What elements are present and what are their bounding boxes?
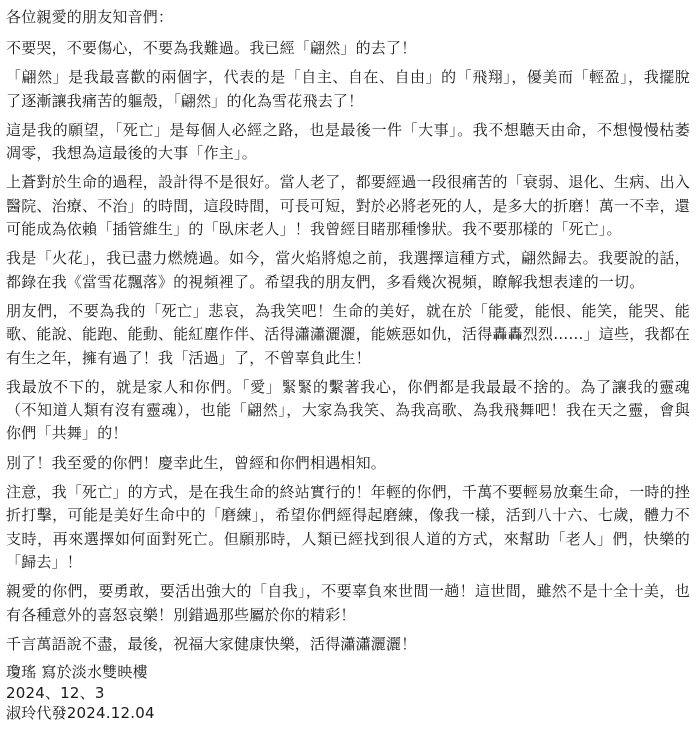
salutation: 各位親愛的朋友知音們： <box>6 8 174 26</box>
signature: 瓊瑤 寫於淡水雙映樓 <box>6 663 148 682</box>
paragraph-9: 注意，我「死亡」的方式，是在我生命的終站實行的！年輕的你們，千萬不要輕易放棄生命，一時的挫折打擊，可能是美好生命中的「磨練」，希望你們經得起磨練，像我一樣，活到八十六、七歲，體力不支時，再來選擇如何面對死亡。但願那時，人類已經找到很人道的方式，來幫助「老人」們，快樂的「歸去」！ <box>6 483 691 571</box>
paragraph-6: 朋友們，不要為我的「死亡」悲哀，為我笑吧！生命的美好，就在於「能愛，能恨、能笑，能哭、能歌、能說、能跑、能動、能紅塵作伴、活得瀟瀟灑灑，能嫉惡如仇，活得轟轟烈烈……」這些，我都在有生之年，擁有過了！我「活過」了，不曾辜負此生！ <box>6 301 691 367</box>
paragraph-7: 我最放不下的，就是家人和你們。「愛」緊緊的繫著我心，你們都是我最最不捨的。為了讓我的靈魂（不知道人類有沒有靈魂），也能「翩然」，大家為我笑、為我高歌、為我飛舞吧！我在天之靈，會與你們「共舞」的！ <box>6 377 690 443</box>
paragraph-5: 我是「火花」，我已盡力燃燒過。如今，當火焰將熄之前，我選擇這種方式，翩然歸去。我要說的話，都錄在我《當雪花飄落》的視頻裡了。希望我的朋友們，多看幾次視頻，瞭解我想表達的一切。 <box>6 249 690 291</box>
closing-block <box>6 662 690 724</box>
paragraph-2: 「翩然」是我最喜歡的兩個字，代表的是「自主、自在、自由」的「飛翔」，優美而「輕盈」，我擺脫了逐漸讓我痛苦的軀殼，「翩然」的化為雪花飛去了！ <box>6 68 690 110</box>
paragraph-4: 上蒼對於生命的過程，設計得不是很好。當人老了，都要經過一段很痛苦的「衰弱、退化、生病、出入醫院、治療、不治」的時間，這段時間，可長可短，對於必將老死的人，是多大的折磨！萬一不幸，還可能成為依賴「插管維生」的「臥床老人」！我曾經目睹那種慘狀。我不要那樣的「死亡」。 <box>6 173 691 239</box>
paragraph-11: 千言萬語說不盡，最後，祝福大家健康快樂，活得瀟瀟灑灑！ <box>6 634 417 653</box>
date: 2024、12、3 <box>6 683 105 702</box>
paragraph-3: 這是我的願望，「死亡」是每個人必經之路，也是最後一件「大事」。我不想聽天由命，不想慢慢枯萎凋零，我想為這最後的大事「作主」。 <box>6 120 690 163</box>
paragraph-1: 不要哭，不要傷心，不要為我難過。我已經「翩然」的去了！ <box>6 39 417 57</box>
paragraph-10: 親愛的你們，要勇敢，要活出強大的「自我」，不要辜負來世間一趟！這世間，雖然不是十全十美，也有各種意外的喜怒哀樂！別錯過那些屬於你的精彩！ <box>6 582 690 624</box>
paragraph-8: 別了！我至愛的你們！慶幸此生，曾經和你們相遇相知。 <box>6 453 387 472</box>
posted-by: 淑玲代發2024.12.04 <box>6 704 155 723</box>
